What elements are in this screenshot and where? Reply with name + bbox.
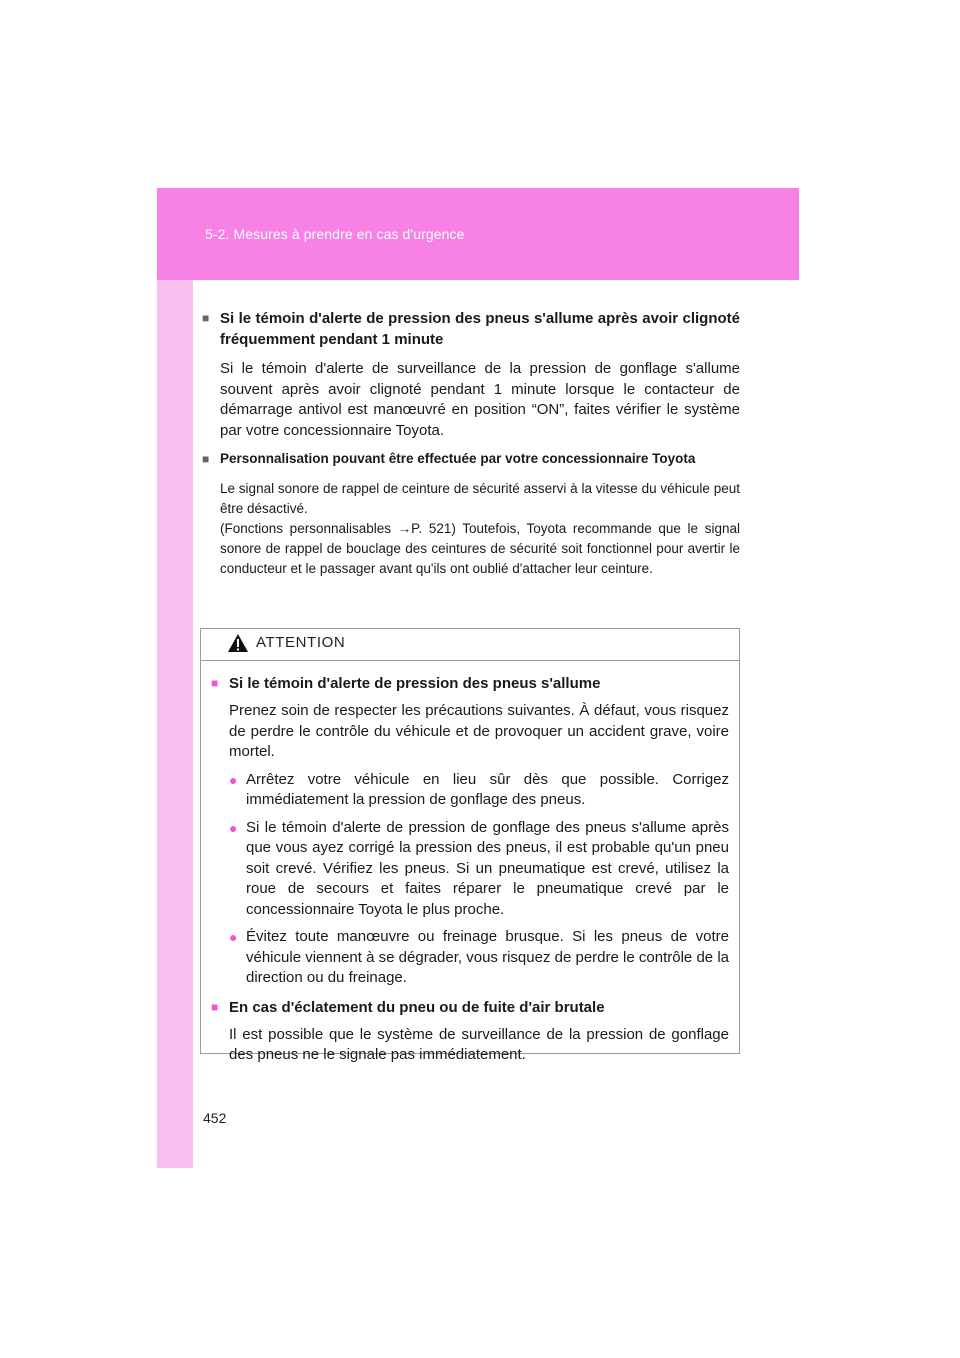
attention-bullet: ● Si le témoin d'alerte de pression de gonflage des pneus s'allume après que vous ayez corrigé la pression des pneus, il est probable qu'un pneu soit crevé. Vérifiez les pneus. Si un pneumatique est crevé, utilisez la roue de secours et faites réparer le pneumatique crevé par le concessionnaire Toyota le plus proche. bbox=[229, 818, 729, 921]
circle-bullet-icon: ● bbox=[229, 819, 238, 836]
paragraph-tpms-blink: Si le témoin d'alerte de surveillance de la pression de gonflage s'allume souvent après avoir clignoté pendant 1 minute lorsque le contacteur de démarrage antivol est manœuvré en position “ON”, faites vérifier le système par votre concessionnaire Toyota. bbox=[220, 360, 740, 439]
attention-header bbox=[201, 629, 739, 661]
attention-heading-tpms-on: ■ Si le témoin d'alerte de pression des pneus s'allume bbox=[211, 675, 601, 692]
square-bullet-icon: ■ bbox=[202, 452, 210, 466]
attention-heading-blowout: ■ En cas d'éclatement du pneu ou de fuite d'air brutale bbox=[211, 998, 605, 1016]
side-margin-strip bbox=[157, 188, 193, 1168]
square-bullet-icon: ■ bbox=[211, 676, 219, 690]
attention-intro: Prenez soin de respecter les précautions suivantes. À défaut, vous risquez de perdre le contrôle du véhicule et de provoquer un accident grave, voire mortel. bbox=[229, 702, 729, 760]
attention-box bbox=[200, 628, 740, 1063]
square-bullet-icon: ■ bbox=[211, 999, 219, 1014]
main-content bbox=[202, 308, 740, 579]
paragraph-customization-1: Le signal sonore de rappel de ceinture de sécurité asservi à la vitesse du véhicule peut être désactivé. bbox=[220, 481, 740, 516]
page-number: 452 bbox=[203, 1110, 227, 1126]
warning-triangle-icon bbox=[227, 633, 249, 653]
attention-bullet: ● Arrêtez votre véhicule en lieu sûr dès que possible. Corrigez immédiatement la pression de gonflage des pneus. bbox=[229, 770, 729, 811]
circle-bullet-icon: ● bbox=[229, 929, 238, 945]
attention-blowout-text: Il est possible que le système de surveillance de la pression de gonflage des pneus ne le signale pas immédiatement. bbox=[229, 1025, 729, 1063]
section-heading-customization: ■ Personnalisation pouvant être effectuée par votre concessionnaire Toyota bbox=[202, 449, 740, 470]
attention-title: ATTENTION bbox=[256, 634, 346, 651]
paragraph-customization-2: (Fonctions personnalisables →P. 521) Toutefois, Toyota recommande que le signal sonore de rappel de bouclage des ceintures de sécurité soit fonctionnel pour avertir le conducteur et le passager avant qu'ils ont oublié d'attacher leur ceinture. bbox=[220, 521, 740, 576]
circle-bullet-icon: ● bbox=[229, 771, 238, 788]
square-bullet-icon: ■ bbox=[202, 311, 210, 325]
attention-bullet: ● Évitez toute manœuvre ou freinage brusque. Si les pneus de votre véhicule viennent à se dégrader, vous risquez de perdre le contrôle de la direction ou du freinage. bbox=[229, 927, 729, 989]
section-title: 5-2. Mesures à prendre en cas d'urgence bbox=[205, 226, 465, 242]
section-heading-tpms-blink: ■ Si le témoin d'alerte de pression des pneus s'allume après avoir clignoté fréquemment pendant 1 minute bbox=[202, 310, 740, 348]
